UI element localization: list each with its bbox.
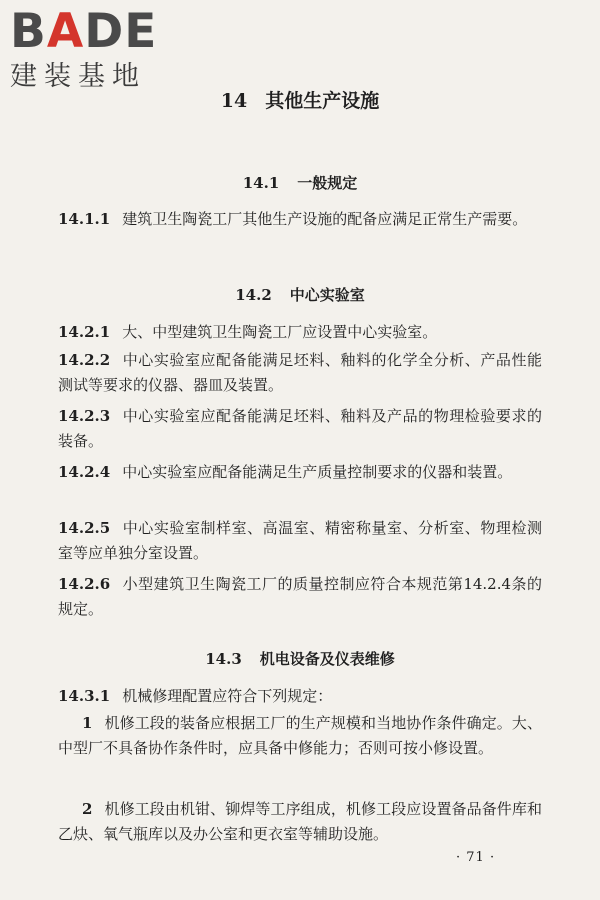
logo-wordmark [10,6,180,58]
paragraph-number: 14.2.3 [58,407,111,425]
list-item-number: 1 [82,714,93,732]
list-item-text: 机修工段的装备应根据工厂的生产规模和当地协作条件确定。大、中型厂不具备协作条件时，应具备中修能力；否则可按小修设置。 [58,714,542,757]
paragraph-text: 大、中型建筑卫生陶瓷工厂应设置中心实验室。 [122,323,438,341]
section-title-text: 中心实验室 [289,286,365,304]
paragraph-number: 14.2.4 [58,463,111,481]
chapter-title [0,86,600,113]
paragraph-text: 机械修理配置应符合下列规定： [122,687,333,705]
logo [10,6,180,94]
paragraph-number: 14.1.1 [58,210,111,228]
logo-letter-a: A [46,4,85,59]
paragraph-text: 中心实验室制样室、高温室、精密称量室、分析室、物理检测室等应单独分室设置。 [58,519,542,562]
section-title-14-3 [0,648,600,669]
paragraph-text: 中心实验室应配备能满足坯料、釉料及产品的物理检验要求的装备。 [58,407,542,450]
logo-subtitle: 建装基地 [10,61,146,92]
list-item-text: 机修工段由机钳、铆焊等工序组成，机修工段应设置备品备件库和乙炔、氧气瓶库以及办公室和更衣室等辅助设施。 [58,800,542,843]
paragraph-14-2-1 [58,320,542,345]
paragraph-number: 14.3.1 [58,687,111,705]
section-title-14-1 [0,172,600,193]
section-title-14-2 [0,284,600,305]
section-title-text: 机电设备及仪表维修 [259,650,395,668]
paragraph-text: 中心实验室应配备能满足生产质量控制要求的仪器和装置。 [122,463,513,481]
paragraph-text: 中心实验室应配备能满足坯料、釉料的化学全分析、产品性能测试等要求的仪器、器皿及装置。 [58,351,542,394]
section-number: 14.2 [235,286,272,304]
list-item-2 [58,797,542,847]
chapter-title-text: 其他生产设施 [265,90,380,112]
section-number: 14.3 [205,650,242,668]
paragraph-14-1-1 [58,207,542,232]
page-number: · 71 · [456,850,496,865]
logo-letter-b: B [10,4,47,59]
list-item-1 [58,711,542,761]
logo-letters-de: DE [84,4,158,59]
paragraph-14-3-1 [58,684,542,709]
list-item-number: 2 [82,800,93,818]
paragraph-number: 14.2.5 [58,519,111,537]
paragraph-text: 小型建筑卫生陶瓷工厂的质量控制应符合本规范第14.2.4条的规定。 [58,575,542,618]
paragraph-14-2-5 [58,516,542,566]
paragraph-14-2-2 [58,348,542,398]
section-title-text: 一般规定 [297,174,358,192]
paragraph-14-2-3 [58,404,542,454]
paragraph-number: 14.2.1 [58,323,111,341]
paragraph-text: 建筑卫生陶瓷工厂其他生产设施的配备应满足正常生产需要。 [122,210,528,228]
paragraph-14-2-4 [58,460,542,485]
paragraph-number: 14.2.6 [58,575,111,593]
paragraph-14-2-6 [58,572,542,622]
section-number: 14.1 [242,174,280,192]
chapter-number: 14 [220,90,248,112]
paragraph-number: 14.2.2 [58,351,111,369]
